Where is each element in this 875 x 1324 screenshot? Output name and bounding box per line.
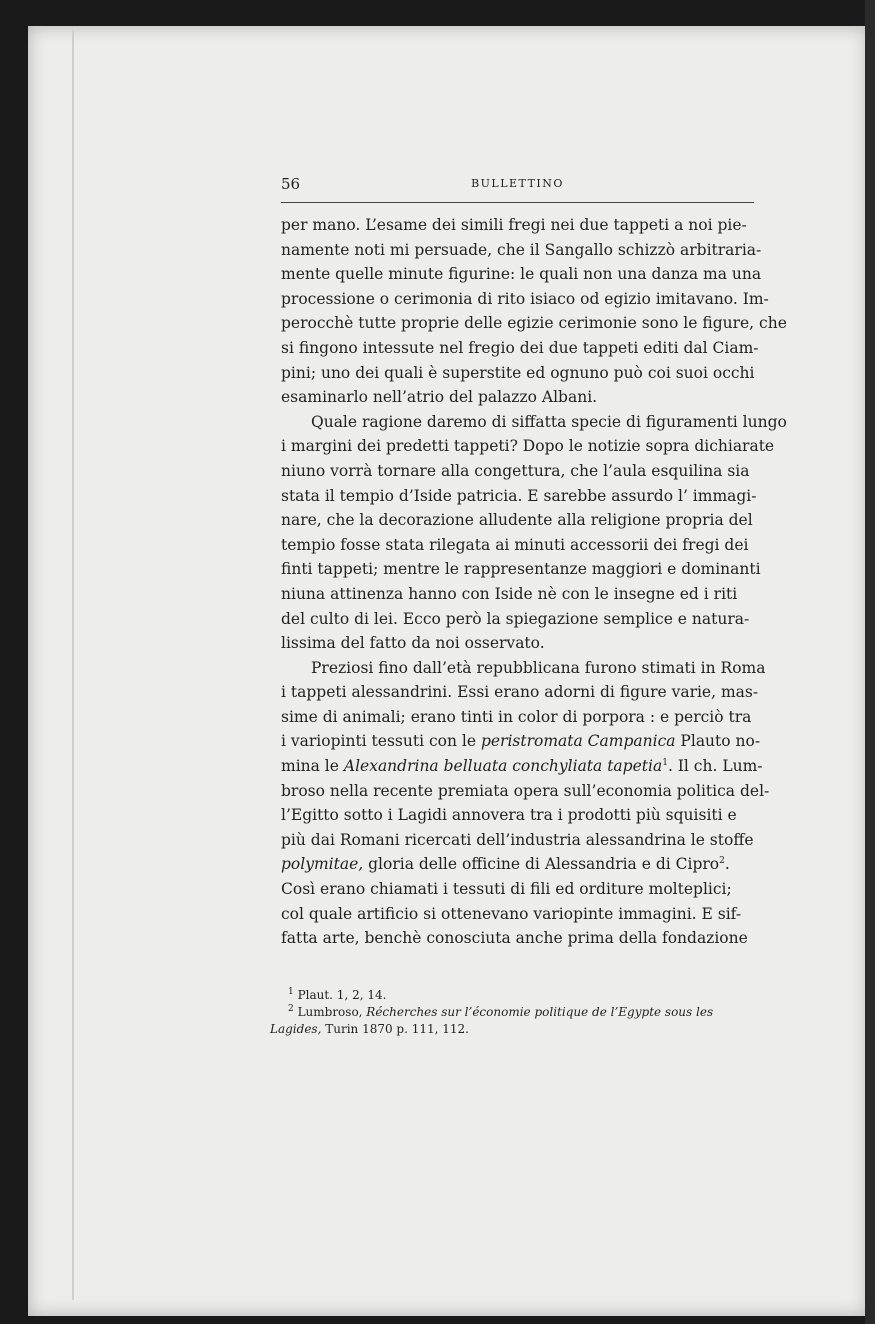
page-number: 56: [281, 175, 301, 193]
footnote-2-cont: [270, 1021, 760, 1038]
text-line: mente quelle minute figurine: le quali non una danza ma una: [281, 265, 762, 284]
italic-term: polymitae,: [281, 855, 364, 874]
paragraph-3: [281, 656, 770, 951]
text-block: [281, 170, 787, 951]
footnote-ref[interactable]: 2: [719, 856, 725, 867]
running-title: BULLETTINO: [471, 177, 564, 190]
text-line: perocchè tutte proprie delle egizie cerimonie sono le figure, che: [281, 314, 787, 333]
text-run: i variopinti tessuti con le: [281, 732, 481, 751]
text-line: processione o cerimonia di rito isiaco od egizio imitavano. Im-: [281, 289, 769, 308]
text-line: [281, 754, 763, 779]
text-line: tempio fosse stata rilegata ai minuti accessorii dei fregi dei: [281, 535, 749, 554]
text-line: i margini dei predetti tappeti? Dopo le notizie sopra dichiarate: [281, 437, 775, 456]
footnote-mark: 1: [288, 987, 294, 997]
text-line: finti tappeti; mentre le rappresentanze maggiori e dominanti: [281, 560, 761, 579]
footnote-text: Plaut. 1, 2, 14.: [297, 988, 387, 1002]
italic-term: peristromata Campanica: [480, 732, 676, 751]
text-line: broso nella recente premiata opera sull’economia politica del-: [281, 781, 770, 800]
footnotes: [270, 987, 760, 1038]
scan-border: [865, 0, 875, 1324]
footnote-2: [270, 1004, 760, 1021]
text-line: i tappeti alessandrini. Essi erano adorni di figure varie, mas-: [281, 683, 759, 702]
paragraph-2: [281, 410, 787, 656]
footnote-mark: 2: [288, 1004, 294, 1014]
text-line: per mano. L’esame dei simili fregi nei due tappeti a noi pie-: [281, 216, 747, 234]
text-line: stata il tempio d’Iside patricia. E sarebbe assurdo l’ immagi-: [281, 486, 757, 505]
text-run: Plauto no-: [675, 732, 761, 751]
text-line: [281, 852, 754, 877]
text-line: niuno vorrà tornare alla congettura, che l’aula esquilina sia: [281, 461, 750, 480]
text-line: lissima del fatto da noi osservato.: [281, 634, 545, 653]
italic-term: Alexandrina belluata conchyliata tapetia: [343, 757, 663, 776]
text-line: fatta arte, benchè conosciuta anche prima della fondazione: [281, 929, 748, 948]
text-line: sime di animali; erano tinti in color di porpora : e perciò tra: [281, 707, 752, 726]
footnote-text: Turin 1870 p. 111, 112.: [321, 1022, 469, 1036]
footnote-ref[interactable]: 1: [662, 757, 668, 768]
text-line: l’Egitto sotto i Lagidi annovera tra i prodotti più squisiti e: [281, 806, 737, 825]
text-line: esaminarlo nell’atrio del palazzo Albani.: [281, 388, 598, 407]
footnote-italic: Récherches sur l’économie politique de l’Egypte sous les: [366, 1005, 714, 1019]
text-line: Quale ragione daremo di siffatta specie di figuramenti lungo: [311, 412, 787, 431]
footnote-1: [270, 987, 760, 1004]
page-gutter-edge: [72, 30, 74, 1300]
text-line: niuna attinenza hanno con Iside nè con le insegne ed i riti: [281, 584, 738, 603]
running-head: [281, 170, 754, 194]
text-line: [281, 729, 761, 754]
text-line: si fingono intessute nel fregio dei due tappeti editi dal Ciam-: [281, 338, 759, 357]
text-line: Preziosi fino dall’età repubblicana furono stimati in Roma: [311, 658, 766, 677]
text-run: .: [724, 855, 730, 874]
text-run: . Il ch. Lum-: [667, 757, 763, 776]
text-line: col quale artificio si ottenevano variopinte immagini. E sif-: [281, 904, 742, 923]
footnote-italic: Lagides,: [270, 1022, 322, 1036]
text-line: namente noti mi persuade, che il Sangallo schizzò arbitraria-: [281, 240, 762, 259]
header-rule: [281, 202, 754, 203]
text-run: gloria delle officine di Alessandria e di Cipro: [363, 855, 720, 874]
text-line: pini; uno dei quali è superstite ed ognuno può coi suoi occhi: [281, 363, 755, 382]
text-line: nare, che la decorazione alludente alla religione propria del: [281, 511, 753, 530]
text-line: Così erano chiamati i tessuti di fili ed orditure molteplici;: [281, 880, 732, 899]
footnote-text: Lumbroso,: [297, 1005, 367, 1019]
text-run: mina le: [281, 757, 344, 776]
paragraph-1: [281, 213, 787, 410]
text-line: del culto di lei. Ecco però la spiegazione semplice e natura-: [281, 609, 750, 628]
text-line: più dai Romani ricercati dell’industria alessandrina le stoffe: [281, 830, 754, 849]
